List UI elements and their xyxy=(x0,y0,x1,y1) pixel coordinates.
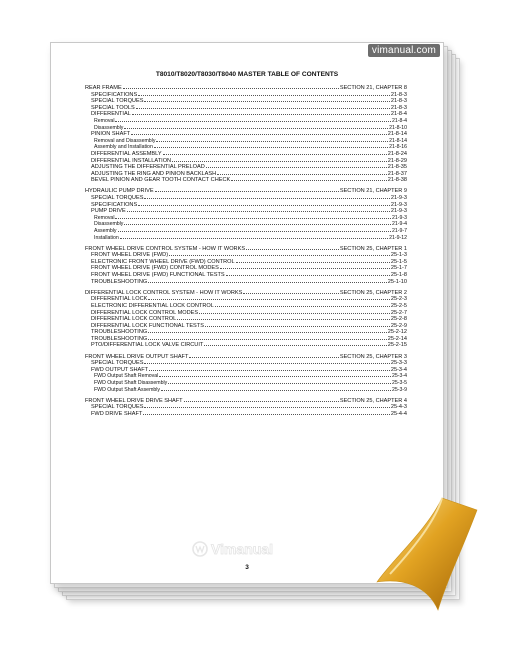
toc-section xyxy=(85,188,407,241)
dot-leader xyxy=(231,180,386,181)
toc-section xyxy=(85,246,407,286)
dot-leader xyxy=(144,363,389,364)
toc-entry-row xyxy=(85,367,407,374)
toc-entry-title: FRONT WHEEL DRIVE OUTPUT SHAFT xyxy=(85,353,189,360)
toc-entry-title: DIFFERENTIAL LOCK FUNCTIONAL TESTS xyxy=(91,322,204,329)
toc-entry-title: Removal xyxy=(94,117,115,124)
toc-entry-page: 21-8-10 xyxy=(389,124,407,131)
toc-entry-page: 21-8-29 xyxy=(387,157,407,164)
toc-entry-row xyxy=(85,411,407,418)
toc-entry-title: PUMP DRIVE xyxy=(91,208,126,215)
toc-entry-page: 25-2-9 xyxy=(390,322,407,329)
toc-entry-page: SECTION 21, CHAPTER 8 xyxy=(339,85,407,91)
toc-entry-title: HYDRAULIC PUMP DRIVE xyxy=(85,188,154,195)
page-curl-icon xyxy=(372,490,482,640)
toc-entry-title: Disassembly xyxy=(94,124,124,131)
toc-entry-page: 25-4-4 xyxy=(390,410,407,417)
toc-entry-row xyxy=(85,177,407,184)
toc-entry-title: ADJUSTING THE DIFFERENTIAL PRELOAD xyxy=(91,164,205,171)
toc-entry-title: DIFFERENTIAL ASSEMBLY xyxy=(91,150,162,157)
toc-entry-title: SPECIFICATIONS xyxy=(91,201,138,208)
toc-entry-title: TROUBLESHOOTING xyxy=(91,278,148,285)
dot-leader xyxy=(154,147,388,148)
toc-entry-page: 25-1-10 xyxy=(387,278,407,285)
dot-leader xyxy=(124,128,388,129)
toc-entry-page: 21-8-24 xyxy=(387,150,407,157)
toc-entry-title: Removal and Disassembly xyxy=(94,137,156,144)
toc-entry-title: PTO/DIFFERENTIAL LOCK VALVE CIRCUIT xyxy=(91,342,204,349)
toc-entry-row xyxy=(85,387,407,394)
toc-entry-row xyxy=(85,342,407,349)
toc-entry-page: 25-2-5 xyxy=(390,302,407,309)
dot-leader xyxy=(205,326,390,327)
toc-entry-title: SPECIAL TORQUES xyxy=(91,98,144,105)
toc-entry-title: Installation xyxy=(94,234,119,241)
toc-heading-row xyxy=(85,398,407,405)
dot-leader xyxy=(159,376,391,377)
dot-leader xyxy=(136,108,390,109)
toc-entry-page: 25-3-4 xyxy=(392,373,407,380)
toc-entry-title: DIFFERENTIAL LOCK xyxy=(91,296,148,303)
toc-entry-row xyxy=(85,202,407,209)
toc-entry-row xyxy=(85,272,407,279)
toc-section xyxy=(85,85,407,184)
dot-leader xyxy=(172,161,387,162)
toc-entry-title: FRONT WHEEL DRIVE (FWD) CONTROL MODES xyxy=(91,265,219,272)
toc-entry-page: 21-9-12 xyxy=(389,234,407,241)
toc-entry-row xyxy=(85,151,407,158)
dot-leader xyxy=(169,255,390,256)
toc-entry-row xyxy=(85,164,407,171)
toc-entry-title: DIFFERENTIAL LOCK CONTROL SYSTEM - HOW IT WORKS xyxy=(85,289,243,296)
toc-entry-title: DIFFERENTIAL INSTALLATION xyxy=(91,157,172,164)
toc-entry-page: 21-8-3 xyxy=(390,104,407,111)
toc-entry-page: 21-8-16 xyxy=(389,144,407,151)
toc-entry-page: 25-3-9 xyxy=(392,386,407,393)
watermark-site-label: vimanual.com xyxy=(368,44,440,57)
toc-entry-page: 25-2-7 xyxy=(390,309,407,316)
toc-entry-title: FWD DRIVE SHAFT xyxy=(91,410,143,417)
toc-entry-row xyxy=(85,118,407,125)
toc-entry-page: 25-3-5 xyxy=(392,379,407,386)
dot-leader xyxy=(131,134,387,135)
toc-entry-row xyxy=(85,105,407,112)
dot-leader xyxy=(118,231,392,232)
dot-leader xyxy=(156,141,388,142)
toc-entry-row xyxy=(85,131,407,138)
toc-entry-row xyxy=(85,215,407,222)
toc-entry-row xyxy=(85,265,407,272)
dot-leader xyxy=(115,218,391,219)
toc-entry-row xyxy=(85,195,407,202)
dot-leader xyxy=(243,293,338,294)
toc-entry-title: FWD Output Shaft Assembly xyxy=(94,386,161,393)
toc-entry-page: SECTION 25, CHAPTER 2 xyxy=(339,289,407,296)
toc-entry-row xyxy=(85,296,407,303)
toc-entry-title: Removal xyxy=(94,214,115,221)
dot-leader xyxy=(148,282,386,283)
toc-entry-title: FWD Output Shaft Removal xyxy=(94,373,159,380)
toc-entry-title: FRONT WHEEL DRIVE CONTROL SYSTEM - HOW IT WORKS xyxy=(85,245,246,252)
dot-leader xyxy=(123,88,339,89)
dot-leader xyxy=(215,306,390,307)
toc-entry-title: FRONT WHEEL DRIVE DRIVE SHAFT xyxy=(85,397,183,404)
toc-entry-row xyxy=(85,158,407,165)
toc-entry-page: 25-2-3 xyxy=(390,296,407,303)
toc-heading-row xyxy=(85,85,407,92)
toc-entry-page: 25-1-3 xyxy=(390,252,407,259)
dot-leader xyxy=(246,249,339,250)
dot-leader xyxy=(143,414,390,415)
toc-entry-title: Disassembly xyxy=(94,221,124,228)
toc-entry-page: 25-1-8 xyxy=(390,272,407,279)
toc-entry-row xyxy=(85,252,407,259)
dot-leader xyxy=(138,95,390,96)
toc-entry-row xyxy=(85,98,407,105)
dot-leader xyxy=(184,401,339,402)
toc-entry-row xyxy=(85,279,407,286)
toc-entry-row xyxy=(85,171,407,178)
toc-entry-title: SPECIAL TORQUES xyxy=(91,404,144,411)
toc-entry-row xyxy=(85,259,407,266)
toc-entry-row xyxy=(85,310,407,317)
toc-entry-title: ELECTRONIC DIFFERENTIAL LOCK CONTROL xyxy=(91,302,214,309)
dot-leader xyxy=(163,154,387,155)
toc-section xyxy=(85,290,407,349)
dot-leader xyxy=(155,191,339,192)
toc-entry-title: REAR FRAME xyxy=(85,85,122,91)
toc-entry-row xyxy=(85,323,407,330)
dot-leader xyxy=(220,268,390,269)
dot-leader xyxy=(217,174,387,175)
toc-entry-page: 21-8-35 xyxy=(387,164,407,171)
dot-leader xyxy=(148,332,386,333)
toc-entry-page: 21-8-4 xyxy=(392,117,407,124)
toc-entry-row xyxy=(85,373,407,380)
toc-entry-page: 25-3-3 xyxy=(390,360,407,367)
toc-entry-page: 25-1-5 xyxy=(390,258,407,265)
dot-leader xyxy=(124,224,391,225)
document-title: T8010/T8020/T8030/T8040 MASTER TABLE OF CONTENTS xyxy=(155,71,339,78)
toc-entry-page: 21-9-4 xyxy=(392,221,407,228)
toc-entry-page: 25-3-4 xyxy=(390,366,407,373)
dot-leader xyxy=(148,339,386,340)
toc-entry-page: 25-2-12 xyxy=(387,329,407,336)
toc-entry-row xyxy=(85,316,407,323)
dot-leader xyxy=(168,383,391,384)
toc-entry-page: 25-1-7 xyxy=(390,265,407,272)
toc-entry-title: DIFFERENTIAL xyxy=(91,111,131,118)
toc-entry-row xyxy=(85,235,407,242)
toc-entry-page: 25-2-14 xyxy=(387,335,407,342)
dot-leader xyxy=(206,167,387,168)
toc-entry-title: ELECTRONIC FRONT WHEEL DRIVE (FWD) CONTROL xyxy=(91,258,235,265)
dot-leader xyxy=(204,345,386,346)
toc-entry-title: SPECIAL TORQUES xyxy=(91,195,144,201)
toc-entry-page: SECTION 21, CHAPTER 9 xyxy=(339,188,407,195)
toc-entry-row xyxy=(85,111,407,118)
toc-entry-row xyxy=(85,138,407,145)
toc-entry-row xyxy=(85,303,407,310)
toc-entry-page: 21-8-38 xyxy=(387,177,407,184)
dot-leader xyxy=(161,390,391,391)
toc-entry-page: 21-9-3 xyxy=(390,208,407,215)
toc-entry-page: SECTION 25, CHAPTER 3 xyxy=(339,353,407,360)
watermark-center-text: Vimanual xyxy=(211,541,273,557)
toc-heading-row xyxy=(85,290,407,297)
toc-entry-page: 21-8-37 xyxy=(387,170,407,177)
dot-leader xyxy=(144,407,389,408)
toc-entry-title: BEVEL PINION AND GEAR TOOTH CONTACT CHECK xyxy=(91,177,231,184)
toc-entry-page: 21-9-7 xyxy=(392,227,407,234)
toc-entry-page: 25-2-15 xyxy=(387,342,407,349)
toc-heading-row xyxy=(85,188,407,195)
dot-leader xyxy=(138,205,390,206)
toc-section xyxy=(85,354,407,394)
toc-entry-title: DIFFERENTIAL LOCK CONTROL MODES xyxy=(91,309,199,316)
toc-entry-title: SPECIFICATIONS xyxy=(91,91,138,98)
toc-entry-row xyxy=(85,380,407,387)
toc-entry-title: TROUBLESHOOTING xyxy=(91,335,148,342)
watermark-logo xyxy=(191,540,311,558)
toc-entry-row xyxy=(85,404,407,411)
toc-entry-row xyxy=(85,329,407,336)
toc-entry-title: FRONT WHEEL DRIVE (FWD) xyxy=(91,252,169,259)
toc-entry-title: TROUBLESHOOTING xyxy=(91,329,148,336)
toc-entry-title: Assembly xyxy=(94,227,117,234)
dot-leader xyxy=(189,357,338,358)
toc-entry-page: 21-9-3 xyxy=(390,201,407,208)
toc-entry-row xyxy=(85,208,407,215)
toc-entry-title: Assembly and Installation xyxy=(94,144,153,151)
dot-leader xyxy=(149,370,390,371)
toc-entry-row xyxy=(85,228,407,235)
toc-entry-title: ADJUSTING THE RING AND PINION BACKLASH xyxy=(91,170,217,177)
toc-heading-row xyxy=(85,246,407,253)
dot-leader xyxy=(148,299,389,300)
toc-entry-row xyxy=(85,360,407,367)
toc-entry-page: SECTION 25, CHAPTER 1 xyxy=(339,245,407,252)
dot-leader xyxy=(144,101,389,102)
toc-entry-row xyxy=(85,92,407,99)
toc-entry-title: PINION SHAFT xyxy=(91,131,131,138)
toc-entry-title: FRONT WHEEL DRIVE (FWD) FUNCTIONAL TESTS xyxy=(91,272,225,279)
toc-entry-page: 21-9-3 xyxy=(392,214,407,221)
page-number: 3 xyxy=(245,564,249,571)
dot-leader xyxy=(115,121,391,122)
toc-entry-title: DIFFERENTIAL LOCK CONTROL xyxy=(91,316,177,323)
dot-leader xyxy=(236,262,390,263)
toc-entry-title: SPECIAL TORQUES xyxy=(91,360,144,367)
toc-section xyxy=(85,398,407,418)
dot-leader xyxy=(199,313,390,314)
toc-heading-row xyxy=(85,354,407,361)
toc-entry-page: 21-8-3 xyxy=(390,91,407,98)
dot-leader xyxy=(120,238,388,239)
dot-leader xyxy=(144,198,389,199)
dot-leader xyxy=(226,275,390,276)
toc-entry-page: 21-8-4 xyxy=(390,111,407,118)
toc-entry-title: FWD Output Shaft Disassembly xyxy=(94,379,168,386)
dot-leader xyxy=(127,211,390,212)
toc-entry-page: 21-8-14 xyxy=(389,137,407,144)
toc-entry-row xyxy=(85,125,407,132)
toc-entry-page: 25-4-3 xyxy=(390,404,407,411)
toc-entry-page: 25-2-8 xyxy=(390,316,407,323)
toc-entry-page: 21-8-3 xyxy=(390,98,407,105)
toc-entry-row xyxy=(85,336,407,343)
dot-leader xyxy=(132,114,390,115)
toc-entry-title: FWD OUTPUT SHAFT xyxy=(91,366,149,373)
toc-entry-title: SPECIAL TOOLS xyxy=(91,104,135,111)
table-of-contents xyxy=(85,85,407,422)
toc-entry-page: 21-8-14 xyxy=(387,131,407,138)
toc-entry-row xyxy=(85,144,407,151)
toc-entry-page: SECTION 25, CHAPTER 4 xyxy=(339,397,407,404)
dot-leader xyxy=(177,319,390,320)
toc-entry-page: 21-9-3 xyxy=(390,195,407,201)
toc-entry-row xyxy=(85,221,407,228)
